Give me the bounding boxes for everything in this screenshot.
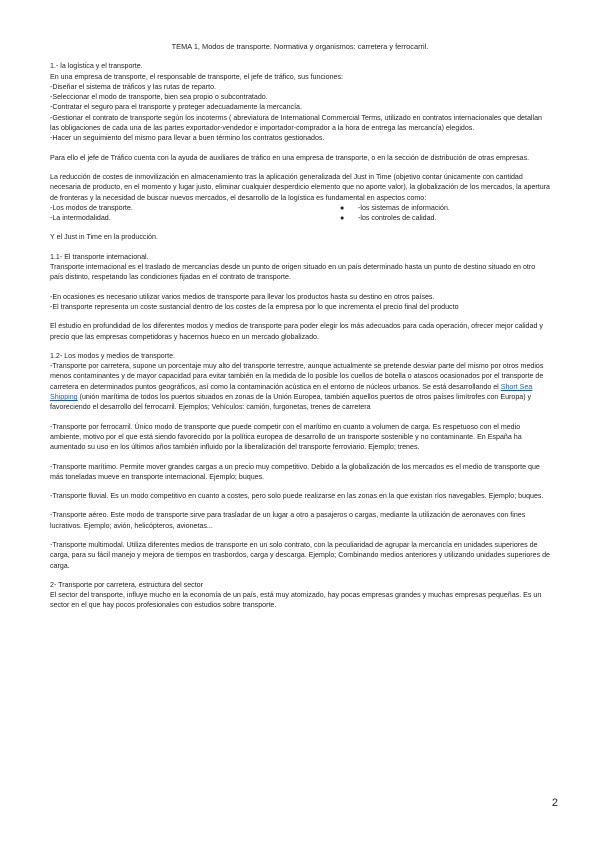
list-item [340,213,550,223]
paragraph-ferrocarril: -Transporte por ferrocarril. Único modo de transporte que puede competir con el marítimo en cuanto a volumen de carga. Es respetuoso con el medio ambiente, motivo por el que está siendo favorecido por la política europea de desarrollo de un transporte sostenible y no contaminante. En España ha aumentado su uso en los últimos años también influido por la liberalización del transporte ferroviario. Ejemplo; trenes. [50,422,522,452]
aspects-left-column [50,203,340,224]
paragraph-fluvial: -Transporte fluvial. Es un modo competitivo en cuanto a costes, pero solo puede realizarse en las zonas en la que existan ríos navegables. Ejemplo; buques. [50,492,544,501]
list-item: -En ocasiones es necesario utilizar varios medios de transporte para llevar los productos hasta su destino en otros países. [50,292,435,301]
paragraph-text: -Transporte por carretera, supone un porcentaje muy alto del transporte terrestre, aunque actualmente se pretende desviar parte del mismo por otros medios menos contaminantes y de mayor capacidad para evitar también en la medida de lo posible los cuellos de botella o atascos ocasionados por el transporte de carretera en determinados puntos geográficos, así como la contaminación acústica en el entorno de núcleos urbanos. Se está desarrollando el [50,362,544,391]
paragraph-carretera [50,361,550,412]
section-heading: 1.2- Los modos y medios de transporte. [50,351,175,360]
list-item: -Diseñar el sistema de tráficos y las rutas de reparto. [50,82,216,91]
paragraph: En una empresa de transporte, el responsable de transporte, el jefe de tráfico, sus funciones: [50,72,343,81]
paragraph-maritimo: -Transporte marítimo. Permite mover grandes cargas a un precio muy competitivo. Debido a la globalización de los mercados es el medio de transporte que más toneladas mueve en transporte internacional. Ejemplo; buques. [50,462,540,481]
list-item-text: -los controles de calidad. [358,214,437,223]
aspects-list [50,203,550,224]
list-item: -El transporte representa un coste sustancial dentro de los costes de la empresa por lo que incrementa el precio final del producto [50,302,459,311]
bullet-icon: ● [340,214,345,223]
list-item: -Contratar el seguro para el transporte y proteger adecuadamente la mercancía. [50,103,302,112]
list-item: -Seleccionar el modo de transporte, bien sea propio o subcontratado. [50,93,268,102]
document-title: TEMA 1, Modos de transporte. Normativa y organismos: carretera y ferrocarril. [171,42,429,51]
list-item: -Hacer un seguimiento del mismo para llevar a buen término los contratos gestionados. [50,134,325,143]
paragraph-text: (unión marítima de todos los puertos situados en zonas de la Unión Europea, también aquellos puertos de otros países limítrofes con Europa) y favoreciendo el desarrollo del ferrocarril. Ejemplos; Vehículos: camión, furgonetas, trenes de carretera [50,393,532,412]
list-item: -La intermodalidad. [50,214,111,223]
list-item-text: -los sistemas de información. [358,203,450,212]
paragraph: Transporte internacional es el traslado de mercancías desde un punto de origen situado en un país determinado hasta un punto de destino situado en otro país distinto, respetando las condiciones fijadas en el contrato de transporte. [50,263,536,282]
paragraph: Para ello el jefe de Tráfico cuenta con la ayuda de auxiliares de tráfico en una empresa de transporte, o en la sección de distribución de otras empresas. [50,153,530,162]
section-transporte-carretera [50,580,550,611]
list-item [340,203,550,213]
paragraph: El estudio en profundidad de los diferentes modos y medios de transporte para poder elegir los más adecuados para cada operación, ofrecer mejor calidad y precio que las empresas competidoras y hacernos hueco en un mercado globalizado. [50,322,543,341]
section-logistica [50,61,550,242]
paragraph: El sector del transporte, influye mucho en la economía de un país, está muy atomizado, hay pocas empresas grandes y muchas empresas pequeñas. Es un sector en el que hay pocos profesionales con estudios sobre transporte. [50,591,542,610]
list-item: -Los modos de transporte. [50,203,133,212]
section-heading: 1.1- El transporte internacional. [50,252,149,261]
section-heading: 1.- la logística y el transporte. [50,62,143,71]
aspects-right-column [340,203,550,224]
paragraph-aereo: -Transporte aéreo. Este modo de transporte sirve para trasladar de un lugar a otro a pasajeros o cargas, mediante la utilización de aeronaves con fines lucrativos. Ejemplo; avión, helicópteros, avionetas... [50,511,526,530]
list-item: -Gestionar el contrato de transporte según los incoterms ( abreviatura de International Commercial Terms, utilizado en contratos internacionales que detallan las obligaciones de cada una de las partes exportador-vendedor e importador-comprador a la hora de entrega las mercancía) elegidos. [50,113,542,133]
page-number: 2 [551,797,558,809]
section-heading: 2- Transporte por carretera, estructura del sector [50,580,203,589]
paragraph: La reducción de costes de inmovilización en almacenamiento tras la aplicación generalizada del Just in Time (objetivo contar únicamente con cantidad necesaria de producto, en el momento y lugar justo, eliminar cualquier desperdicio elemento que no aporte valor), la globalización de los mercados, la apertura de fronteras y la necesidad de buscar nuevos mercados, el desarrollo de la logística es fundamental en aspectos como: [50,172,550,202]
short-sea-shipping-link[interactable]: Short Sea Shipping [50,382,533,402]
section-transporte-internacional [50,252,550,342]
bullet-icon: ● [340,203,345,212]
section-modos-transporte [50,351,550,571]
paragraph: Y el Just in Time en la producción. [50,233,158,242]
paragraph-multimodal: -Transporte multimodal. Utiliza diferentes medios de transporte en un solo contrato, con la peculiaridad de agrupar la mercancía en unidades superiores de carga, para su fácil manejo y mejora de tiempos en trasbordos, carga y descarga. Ejemplo; Combinando medios anteriores y utilizando unidades superiores de carga. [50,540,550,570]
